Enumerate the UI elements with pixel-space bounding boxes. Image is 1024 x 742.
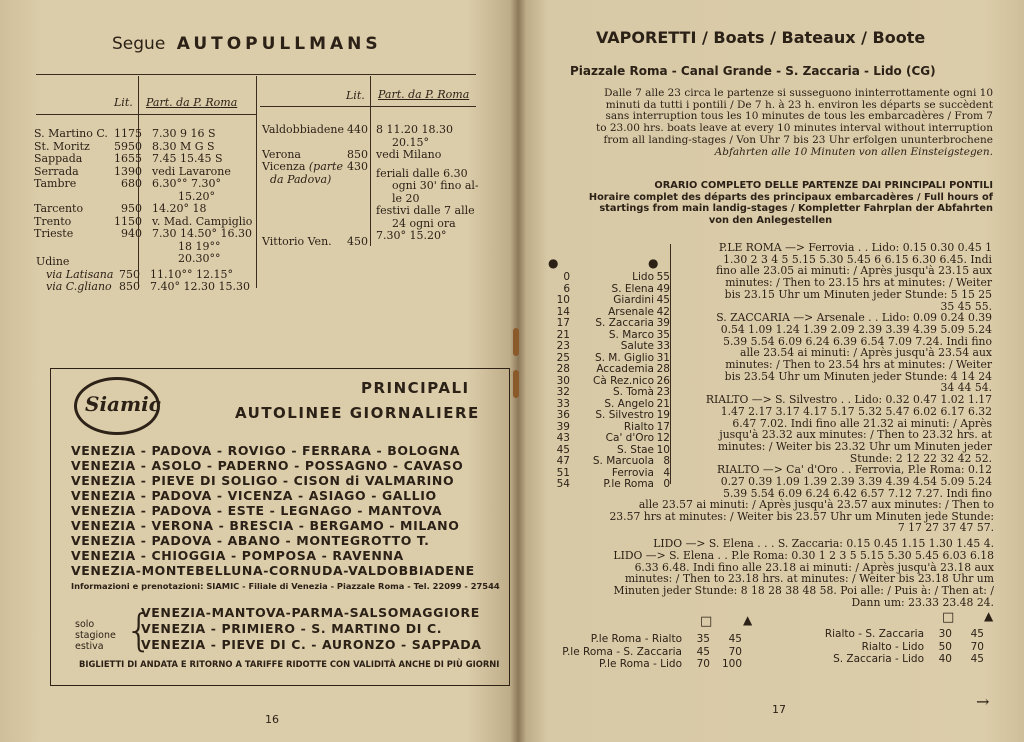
stop-name: Ca' d'Oro	[605, 432, 654, 444]
stop-name: S. Silvestro	[595, 409, 654, 421]
stop-min-back: 45	[656, 294, 670, 306]
ad-title-2: AUTOLINEE GIORNALIERE	[235, 404, 480, 422]
ad-title-1: PRINCIPALI	[361, 379, 470, 397]
dest-lit: 1175	[114, 127, 142, 140]
times-verona: vedi Milano	[376, 148, 442, 161]
fare-return: 70	[970, 640, 984, 653]
dest-vicenza-sub: da Padova)	[270, 172, 332, 186]
staple-bottom	[513, 370, 519, 398]
stop-row	[548, 295, 670, 307]
stop-min-back: 26	[656, 374, 670, 387]
stop-min-out: 51	[556, 466, 570, 479]
timetable-line: 1.47 2.17 3.17 4.17 5.17 5.32 5.47 6.02 6.17 6.32	[720, 404, 992, 418]
vaporetti-subtitle: Piazzale Roma - Canal Grande - S. Zaccaria - Lido (CG)	[570, 64, 936, 78]
stop-min-out: 6	[563, 282, 570, 295]
table-top-rule	[36, 74, 476, 75]
fares-left	[558, 633, 742, 671]
timetable-line: LIDO —> S. Elena . . . S. Zaccaria: 0.15 0.45 1.15 1.30 1.45 4.	[653, 537, 994, 551]
fare-return: 45	[970, 628, 984, 640]
col-head-lit-2: Lit.	[346, 89, 365, 102]
timetable-line: minutes: / Then to 23.15 hrs at minutes: / Weiter	[725, 276, 992, 290]
stop-min-back: 49	[656, 282, 670, 295]
col-head-lit-1: Lit.	[114, 96, 133, 109]
triangle-icon-left: ▲	[743, 613, 753, 627]
stop-name: P.le Roma	[603, 478, 654, 490]
fare-route: Rialto - Lido	[861, 640, 924, 653]
intro-line: to 23.00 hrs. boats leave at every 10 minutes interval without interruption	[595, 122, 993, 135]
bus-table-1	[34, 128, 252, 266]
timetable-line: bis 23.15 Uhr um Minuten jeder Stunde: 5 15 25	[724, 287, 992, 301]
seasonal-route-line: VENEZIA - PRIMIERO - S. MARTINO DI C.	[141, 621, 443, 636]
fare-route: S. Zaccaria - Lido	[833, 653, 924, 665]
dest-times: 7.30 14.50° 16.30	[152, 227, 252, 240]
timetable-line: Minuten jeder Stunde: 8 18 28 38 48 58. Poi alle: / Puis à: / Then at: /	[613, 583, 994, 597]
dest-lit: 1150	[114, 214, 142, 228]
stop-row	[548, 410, 670, 422]
table-head-rule-1	[36, 114, 256, 115]
fare-single: 70	[696, 658, 710, 670]
bus-table-2-times	[376, 124, 486, 243]
dest-lit: 5950	[114, 139, 142, 153]
orario-line: ORARIO COMPLETO DELLE PARTENZE DAI PRINCIPALI PONTILI	[654, 180, 993, 191]
timetable-line: minutes: / Then to 23.18 hrs. at minutes: / Weiter bis 23.18 Uhr um	[624, 572, 994, 586]
dest-times: 20.30°°	[178, 252, 221, 265]
stop-row	[548, 318, 670, 330]
stop-min-back: 33	[656, 340, 670, 352]
stop-name: Ferrovia	[611, 466, 654, 479]
fare-row	[558, 646, 742, 659]
orario-heading	[548, 180, 993, 226]
stop-name: Lido	[632, 271, 654, 283]
fare-route: P.le Roma - S. Zaccaria	[562, 645, 682, 658]
route-line: VENEZIA - PADOVA - ESTE - LEGNAGO - MANTOVA	[71, 503, 443, 518]
seasonal-label-2: stagione	[75, 630, 116, 641]
udine-lit-1: 750	[119, 267, 140, 281]
intro-line: from all landing-stages / Von Uhr 7 bis 23 Uhr erfolgen ununterbrochene	[603, 133, 993, 146]
lit-verona: 850	[347, 147, 368, 161]
seasonal-route-line: VENEZIA - PIEVE DI C. - AURONZO - SAPPADA	[141, 637, 482, 652]
dest-verona: Verona	[262, 147, 301, 161]
stop-min-out: 0	[563, 271, 570, 283]
route-line: VENEZIA - CHIOGGIA - POMPOSA - RAVENNA	[71, 548, 404, 563]
stop-min-back: 28	[656, 363, 670, 375]
stop-min-back: 23	[656, 386, 670, 398]
page-number-left: 16	[265, 713, 279, 726]
udine-times-2: 7.40° 12.30 15.30	[150, 280, 250, 293]
stop-min-out: 36	[556, 409, 570, 421]
header-segue: Segue	[112, 34, 166, 54]
times-valdo-2: 20.15°	[392, 135, 429, 149]
dest-lit: 680	[121, 177, 142, 190]
orario-line: startings from main landig-stages / Kompletter Fahrplan der Abfahrten	[599, 203, 993, 215]
timetable-line: 6.33 6.48. Indi fino alle 23.18 ai minuti: / Après jusqu'à 23.18 aux	[634, 560, 994, 574]
fare-route: P.le Roma - Rialto	[590, 633, 682, 645]
timetable-line: Dann um: 23.33 23.48 24.	[851, 595, 994, 609]
stop-name: S. Stae	[616, 443, 654, 456]
stop-min-back: 31	[656, 351, 670, 364]
udine-block	[36, 256, 250, 294]
intro-line: Abfahrten alle 10 Minuten von allen Einsteigstegen.	[714, 145, 993, 158]
lit-vittorio: 450	[347, 234, 368, 248]
stop-min-back: 8	[663, 455, 670, 467]
udine-lit-2: 850	[119, 280, 140, 293]
dest-vittorio: Vittorio Ven.	[262, 235, 332, 248]
fare-row	[800, 628, 984, 641]
fares-right	[800, 628, 984, 666]
stop-row	[548, 479, 670, 491]
stop-min-back: 39	[656, 317, 670, 329]
fare-row	[558, 633, 742, 646]
dest-times: 15.20°	[178, 189, 215, 203]
square-icon-left: □	[700, 614, 713, 629]
bus-table-2-lit	[342, 124, 368, 248]
dest-times: 8.30 M G S	[152, 139, 215, 153]
timetable-line: Stunde: 2 12 22 32 42 52.	[849, 451, 992, 465]
timetable-line: 1.30 2 3 4 5 5.15 5.30 5.45 6 6.15 6.30 6.45. Indi	[723, 252, 992, 266]
timetable-line: 7 17 27 37 47 57.	[897, 521, 994, 535]
stop-min-out: 54	[556, 478, 570, 490]
udine-sub-2: via C.gliano	[46, 280, 112, 293]
timetable-text	[670, 242, 992, 499]
dest-name: S. Martino C.	[34, 127, 108, 140]
timetable-line: RIALTO —> S. Silvestro . . Lido: 0.32 0.47 1.02 1.17	[705, 393, 992, 407]
stop-name: Salute	[620, 340, 654, 352]
timetable-line: 34 44 54.	[940, 381, 992, 395]
stop-name: S. Tomà	[612, 386, 654, 398]
stop-min-back: 42	[656, 305, 670, 318]
page-number-right: 17	[772, 703, 786, 716]
staple-top	[513, 328, 519, 356]
stop-min-back: 12	[656, 432, 670, 444]
stop-name: Rialto	[623, 420, 654, 433]
dest-name: St. Moritz	[34, 139, 90, 153]
timetable-line: alle 23.57 ai minuti: / Après jusqu'à 23.57 aux minutes: / Then to	[638, 498, 994, 511]
route-line: VENEZIA-MONTEBELLUNA-CORNUDA-VALDOBBIADENE	[71, 563, 475, 578]
stop-row	[548, 341, 670, 353]
col-head-part-1: Part. da P. Roma	[146, 96, 238, 109]
dest-name: Tarcento	[34, 202, 84, 215]
table-row	[34, 178, 252, 191]
square-icon-right: □	[942, 610, 955, 625]
intro-line: minuti da tutti i pontili / De 7 h. à 23 h. environ les départs se succèdent	[605, 98, 993, 111]
timetable-line: 23.57 hrs at minutes: / Weiter bis 23.57 Uhr um Minuten jede Stunde:	[609, 509, 994, 523]
times-vicenza-5: 24 ogni ora	[392, 216, 456, 230]
table-head-rule-2	[260, 106, 476, 107]
dest-lit: 1390	[114, 164, 142, 178]
fare-row	[800, 641, 984, 654]
timetable-line: 5.39 5.54 6.09 6.24 6.42 6.57 7.12 7.27. Indi fino	[723, 486, 992, 500]
timetable-line: minutes: / Then to 23.54 hrs at minutes: / Weiter	[725, 358, 992, 372]
stop-row	[548, 456, 670, 468]
intro-line: Dalle 7 alle 23 circa le partenze si susseguono ininterrottamente ogni 10	[604, 87, 993, 99]
stop-row	[548, 387, 670, 399]
times-vicenza-3: le 20	[392, 191, 420, 205]
page-header	[112, 34, 382, 54]
timetable-line: alle 23.54 ai minuti: / Après jusqu'à 23.54 aux	[740, 346, 992, 360]
timetable-line: S. ZACCARIA —> Arsenale . . Lido: 0.09 0.24 0.39	[716, 311, 992, 325]
stop-name: Arsenale	[608, 305, 654, 318]
direction-dot-right: ●	[648, 256, 659, 270]
route-line: VENEZIA - PADOVA - ROVIGO - FERRARA - BOLOGNA	[71, 443, 461, 458]
stop-name: Accademia	[596, 363, 654, 375]
fare-single: 40	[938, 653, 952, 665]
col-head-part-2: Part. da P. Roma	[378, 88, 470, 101]
siamic-logo	[74, 377, 160, 435]
dest-lit	[114, 241, 142, 254]
stop-min-back: 35	[656, 328, 670, 341]
stop-min-back: 19	[656, 409, 670, 421]
timetable-line: 0.27 0.39 1.09 1.39 2.39 3.39 4.39 4.54 5.09 5.24	[720, 475, 992, 489]
times-vicenza-1: feriali dalle 6.30	[376, 166, 468, 180]
fare-row	[800, 653, 984, 666]
triangle-icon-right: ▲	[984, 609, 994, 623]
dest-name: Tambre	[34, 177, 77, 190]
dest-lit: 940	[121, 227, 142, 240]
fare-single: 35	[696, 633, 710, 645]
timetable-line: 5.39 5.54 6.09 6.24 6.39 6.54 7.09 7.24. Indi fino	[723, 334, 992, 348]
route-line: VENEZIA - PIEVE DI SOLIGO - CISON di VALMARINO	[71, 473, 455, 488]
times-vicenza-4: festivi dalle 7 alle	[376, 204, 475, 217]
fare-return: 100	[721, 658, 742, 670]
stop-min-out: 39	[556, 420, 570, 433]
dest-times: 18 19°°	[178, 239, 221, 253]
timetable-line: 0.54 1.09 1.24 1.39 2.09 2.39 3.39 4.39 5.09 5.24	[720, 322, 992, 336]
fare-return: 70	[728, 645, 742, 658]
stop-name: S. M. Giglio	[594, 351, 654, 364]
dest-name: Sappada	[34, 152, 83, 165]
stop-min-out: 14	[556, 305, 570, 318]
dest-times: v. Mad. Campiglio	[152, 214, 253, 228]
lit-valdobbiadene: 440	[347, 123, 368, 136]
timetable-line: fino alle 23.05 ai minuti: / Après jusqu'à 23.15 aux	[715, 264, 992, 278]
stop-min-back: 17	[656, 420, 670, 433]
table-row	[34, 128, 252, 141]
udine-times-1: 11.10°° 12.15°	[150, 267, 233, 281]
stop-name: S. Marco	[608, 328, 654, 341]
route-line: VENEZIA - ASOLO - PADERNO - POSSAGNO - CAVASO	[71, 458, 464, 473]
stop-name: S. Elena	[611, 282, 654, 295]
siamic-advertisement	[50, 368, 510, 686]
stop-min-out: 43	[556, 432, 570, 444]
timetable-line: bis 23.54 Uhr um Minuten jeder Stunde: 4 14 24	[724, 369, 992, 383]
next-page-arrow-icon: →	[976, 692, 990, 711]
dest-times: 7.30 9 16 S	[152, 127, 216, 140]
dest-lit: 1655	[114, 152, 142, 165]
vaporetti-title: VAPORETTI / Boats / Bateaux / Boote	[596, 28, 926, 47]
fare-return: 45	[728, 633, 742, 645]
stop-min-out: 25	[556, 351, 570, 364]
udine-sub-1: via Latisana	[46, 267, 114, 281]
seasonal-route-line: VENEZIA-MANTOVA-PARMA-SALSOMAGGIORE	[141, 605, 480, 620]
udine-dest: Udine	[36, 255, 70, 268]
stop-min-out: 17	[556, 317, 570, 329]
fare-single: 30	[938, 628, 952, 640]
stop-name: S. Marcuola	[592, 455, 654, 467]
timetable-text-wide	[554, 499, 994, 608]
fare-route: P.le Roma - Lido	[599, 658, 682, 670]
stop-min-back: 21	[656, 397, 670, 410]
table-row	[34, 153, 252, 166]
fare-row	[558, 658, 742, 671]
stop-min-back: 10	[656, 443, 670, 456]
ad-footer: BIGLIETTI DI ANDATA E RITORNO A TARIFFE RIDOTTE CON VALIDITÀ ANCHE DI PIÙ GIORNI	[79, 659, 500, 669]
dest-name: Trento	[34, 214, 72, 228]
stop-min-out: 23	[556, 340, 570, 352]
dest-lit: 950	[121, 202, 142, 215]
stops-list	[548, 272, 670, 491]
stop-min-out: 45	[556, 443, 570, 456]
fare-route: Rialto - S. Zaccaria	[824, 628, 924, 640]
stop-min-back: 55	[656, 271, 670, 283]
stop-row	[548, 364, 670, 376]
col-divider-2	[256, 76, 257, 288]
times-vittorio: 7.30° 15.20°	[376, 229, 447, 242]
timetable-line: RIALTO —> Ca' d'Oro . . Ferrovia, P.le Roma: 0.12	[716, 463, 992, 477]
logo-text: Siamic	[85, 392, 161, 416]
stop-min-out: 32	[556, 386, 570, 398]
stop-min-out: 33	[556, 397, 570, 410]
table-row	[34, 203, 252, 216]
stop-name: Cà Rez.nico	[592, 374, 654, 387]
intro-line: sans interruption tous les 10 minutes de tous les embarcadères / From 7	[605, 110, 993, 123]
timetable-line: P.LE ROMA —> Ferrovia . . Lido: 0.15 0.30 0.45 1	[718, 241, 992, 254]
times-vicenza-2: ogni 30' fino al-	[392, 179, 479, 192]
table-row	[34, 228, 252, 241]
fare-single: 45	[696, 645, 710, 658]
right-page	[518, 0, 1024, 742]
dest-times: vedi Lavarone	[152, 164, 231, 178]
timetable-line: 35 45 55.	[940, 299, 992, 313]
stop-row	[548, 272, 670, 284]
stop-name: S. Angelo	[604, 397, 654, 410]
fare-single: 50	[938, 640, 952, 653]
stop-name: S. Zaccaria	[595, 317, 654, 329]
direction-dot-left: ●	[548, 256, 559, 270]
seasonal-label-3: estiva	[75, 641, 104, 652]
dest-vicenza: Vicenza	[262, 160, 306, 173]
stop-name: Giardini	[613, 294, 654, 306]
timetable-line: minutes: / Weiter bis 23.32 Uhr um Minuten jeder	[717, 439, 992, 453]
fare-return: 45	[970, 653, 984, 665]
dest-name: Trieste	[34, 227, 74, 240]
timetable-line: jusqu'à 23.32 aux minutes: / Then to 23.32 hrs. at	[719, 428, 992, 442]
orario-line: Horaire complet des départs des principaux embarcadères / Full hours of	[588, 191, 993, 203]
ad-info: Informazioni e prenotazioni: SIAMIC - Filiale di Venezia - Piazzale Roma - Tel. 22099 - 27544	[71, 581, 500, 591]
stop-min-out: 30	[556, 374, 570, 387]
stop-min-out: 47	[556, 455, 570, 467]
header-title: AUTOPULLMANS	[176, 34, 382, 54]
stop-min-out: 21	[556, 328, 570, 341]
stop-min-back: 0	[663, 478, 670, 490]
stop-min-back: 4	[663, 466, 670, 479]
times-valdo-1: 8 11.20 18.30	[376, 123, 453, 136]
seasonal-label	[75, 619, 116, 652]
timetable-line: LIDO —> S. Elena . . P.le Roma: 0.30 1 2 3 5 5.15 5.30 5.45 6.03 6.18	[613, 548, 994, 562]
lit-vicenza: 430	[347, 160, 368, 173]
dest-valdobbiadene: Valdobbiadene	[262, 123, 344, 136]
stop-min-out: 10	[556, 294, 570, 306]
route-line: VENEZIA - PADOVA - VICENZA - ASIAGO - GALLIO	[71, 488, 437, 503]
seasonal-brace: {	[125, 605, 153, 656]
col-divider-3	[370, 76, 371, 246]
dest-name	[34, 241, 114, 254]
dest-times: 14.20° 18	[152, 202, 207, 215]
intro-text	[548, 88, 993, 158]
route-line: VENEZIA - VERONA - BRESCIA - BERGAMO - MILANO	[71, 518, 460, 533]
dest-times: 7.45 15.45 S	[152, 152, 223, 165]
timetable-line: 6.47 7.02. Indi fino alle 21.32 ai minuti: / Après	[732, 416, 992, 430]
dest-name: Serrada	[34, 164, 79, 178]
dest-vicenza-paren: (parte	[308, 160, 343, 173]
orario-line: von den Anlegestellen	[708, 214, 833, 226]
dest-times: 6.30°° 7.30°	[152, 177, 221, 190]
stop-min-out: 28	[556, 363, 570, 375]
stop-row	[548, 433, 670, 445]
seasonal-label-1: solo	[75, 619, 95, 630]
route-line: VENEZIA - PADOVA - ABANO - MONTEGROTTO T.	[71, 533, 430, 548]
